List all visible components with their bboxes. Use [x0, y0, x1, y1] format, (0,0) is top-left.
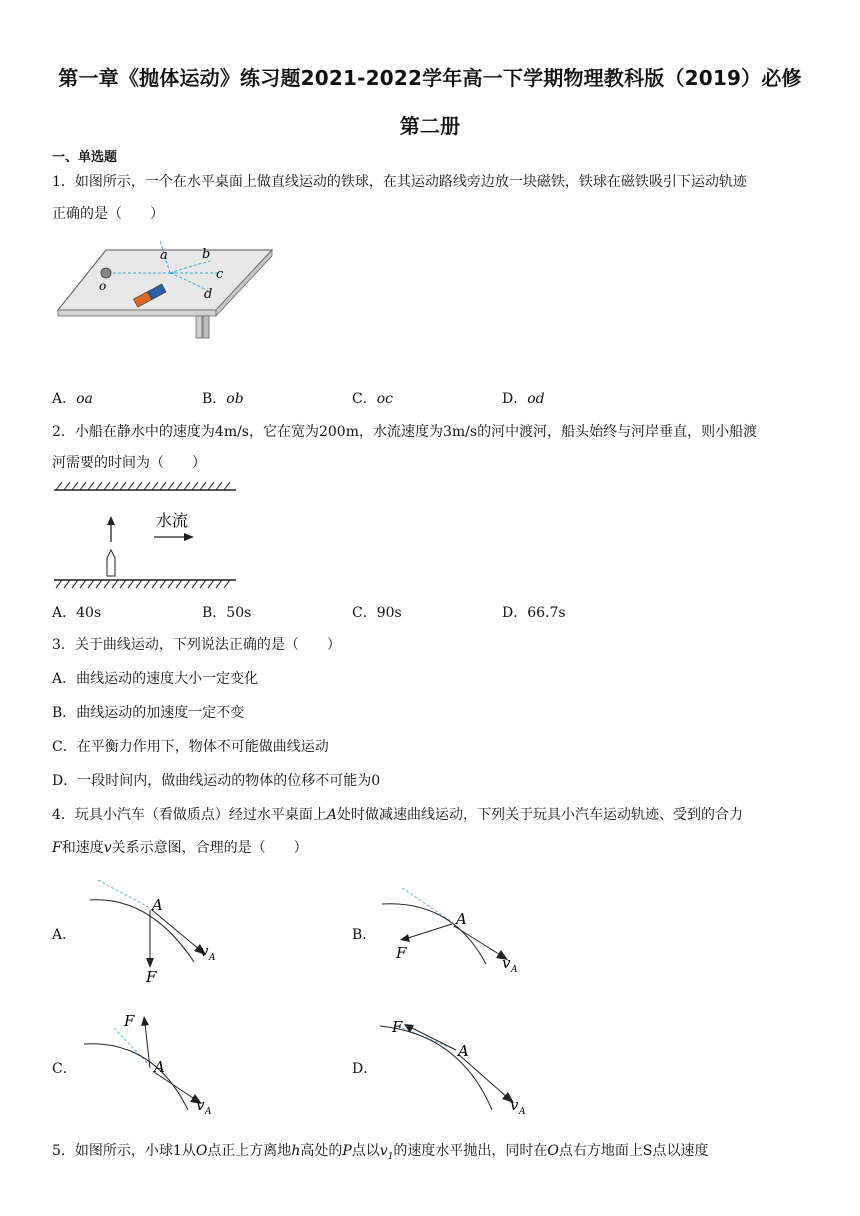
q1-label-d: d	[204, 287, 213, 302]
q3-stem: 3．关于曲线运动，下列说法正确的是（ ）	[52, 637, 341, 653]
q2-stem-line-2: 河需要的时间为（ ）	[52, 455, 206, 471]
q4-option-c-letter[interactable]: C．	[52, 1061, 77, 1077]
q4-option-b-letter[interactable]: B．	[352, 927, 377, 943]
q1-label-o: o	[99, 279, 107, 293]
q3-option-d[interactable]: D．一段时间内，做曲线运动的物体的位移不可能为0	[52, 773, 381, 789]
svg-text:F: F	[392, 1018, 403, 1036]
q2-figure-river	[52, 480, 238, 592]
q2-stem-line-1: 2．小船在静水中的速度为4m/s，它在宽为200m，水流速度为3m/s的河中渡河，船头始终与河岸垂直，则小船渡	[52, 424, 758, 440]
section-heading: 一、单选题	[52, 150, 118, 165]
q1-label-b: b	[202, 247, 211, 262]
svg-text:A: A	[458, 1042, 469, 1060]
svg-text:F: F	[396, 944, 407, 962]
q5-stem-line-1: 5．如图所示，小球1从O点正上方离地h高处的P点以$v_1$的速度水平抛出，同时在O点右方地面上S点以速度	[52, 1143, 709, 1162]
q4-figure-b	[382, 876, 532, 986]
svg-text:v: v	[200, 942, 209, 960]
q1-stem-line-2: 正确的是（ ）	[52, 206, 164, 222]
svg-text:F: F	[124, 1012, 135, 1030]
svg-text:v: v	[510, 1096, 519, 1114]
q1-option-a[interactable]: A．oa	[52, 391, 93, 407]
svg-text:A: A	[519, 1107, 526, 1117]
svg-text:A: A	[456, 910, 467, 928]
q1-label-a: a	[160, 248, 168, 263]
svg-text:F: F	[146, 968, 157, 986]
page-title-line-2: 第二册	[399, 114, 461, 138]
svg-text:A: A	[511, 965, 518, 975]
page-title-line-1: 第一章《抛体运动》练习题2021-2022学年高一下学期物理教科版（2019）必修	[58, 66, 802, 90]
q4-figure-d	[380, 1010, 540, 1122]
q1-label-c: c	[216, 267, 224, 282]
q2-option-b[interactable]: B．50s	[202, 605, 252, 621]
q1-option-d[interactable]: D．od	[502, 391, 545, 407]
svg-text:A: A	[152, 896, 163, 914]
svg-text:A: A	[154, 1058, 165, 1076]
q3-option-b[interactable]: B．曲线运动的加速度一定不变	[52, 705, 245, 721]
q2-label-flow: 水流	[156, 511, 189, 530]
q1-figure-magnet-table	[52, 232, 282, 342]
q4-figure-a	[90, 876, 230, 986]
q2-option-a[interactable]: A．40s	[52, 605, 102, 621]
svg-text:v: v	[196, 1096, 205, 1114]
svg-text:v: v	[502, 954, 511, 972]
svg-text:A: A	[205, 1107, 212, 1117]
q4-stem-line-1: 4．玩具小汽车（看做质点）经过水平桌面上A处时做减速曲线运动，下列关于玩具小汽车运动轨迹、受到的合力	[52, 807, 744, 823]
q1-option-b[interactable]: B．ob	[202, 391, 244, 407]
q3-option-a[interactable]: A．曲线运动的速度大小一定变化	[52, 671, 259, 687]
q3-option-c[interactable]: C．在平衡力作用下，物体不可能做曲线运动	[52, 739, 329, 755]
q4-figure-c	[84, 1010, 234, 1122]
q4-stem-line-2: F和速度v关系示意图，合理的是（ ）	[52, 840, 308, 856]
q2-option-d[interactable]: D．66.7s	[502, 605, 566, 621]
q4-option-a-letter[interactable]: A．	[52, 927, 77, 943]
q1-option-c[interactable]: C．oc	[352, 391, 393, 407]
q1-stem-line-1: 1．如图所示，一个在水平桌面上做直线运动的铁球，在其运动路线旁边放一块磁铁，铁球在磁铁吸引下运动轨迹	[52, 174, 747, 190]
q2-option-c[interactable]: C．90s	[352, 605, 402, 621]
svg-text:A: A	[209, 953, 216, 963]
q4-option-d-letter[interactable]: D．	[352, 1061, 378, 1077]
